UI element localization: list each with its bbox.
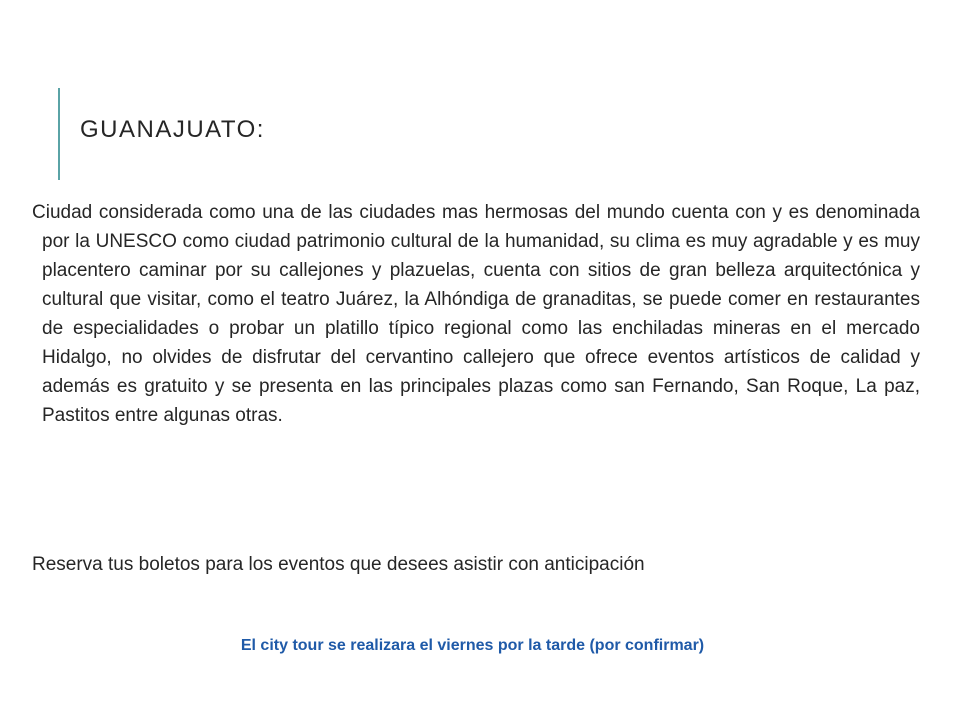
slide-title: GUANAJUATO: bbox=[80, 116, 265, 143]
reserve-note: Reserva tus boletos para los eventos que desees asistir con anticipación bbox=[32, 554, 645, 575]
title-accent-bar bbox=[58, 88, 60, 180]
city-tour-note: El city tour se realizara el viernes por la tarde (por confirmar) bbox=[240, 637, 705, 654]
description-paragraph: Ciudad considerada como una de las ciudades mas hermosas del mundo cuenta con y es denominada por la UNESCO como ciudad patrimonio cultural de la humanidad, su clima es muy agradable y es muy placentero caminar por su callejones y plazuelas, cuenta con sitios de gran belleza arquitectónica y cultural que visitar, como el teatro Juárez, la Alhóndiga de granaditas, se puede comer en restaurantes de especialidades o probar un platillo típico regional como las enchiladas mineras en el mercado Hidalgo, no olvides de disfrutar del cervantino callejero que ofrece eventos artísticos de calidad y además es gratuito y se presenta en las principales plazas como san Fernando, San Roque, La paz, Pastitos entre algunas otras. bbox=[32, 202, 920, 426]
